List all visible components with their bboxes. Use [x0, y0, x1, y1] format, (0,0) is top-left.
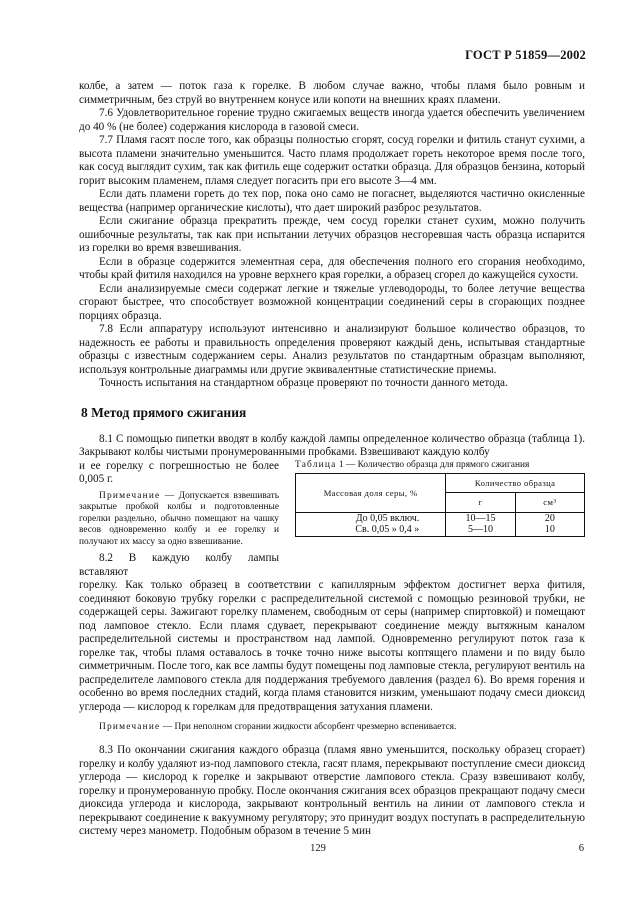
- paragraph-7-6: 7.6 Удовлетворительное горение трудно сжигаемых веществ иногда удается обеспечить увеличением до 40 % (не более) содержания кислорода в газовой смеси.: [79, 107, 585, 133]
- paragraph-8-2-start: 8.2 В каждую колбу лампы вставляют: [79, 552, 279, 578]
- page-body: [79, 80, 585, 839]
- page-number: 129: [310, 843, 326, 854]
- paragraph-7-8: 7.8 Если аппаратуру используют интенсивно и анализируют большое количество образцов, то надежность ее работы и правильность определения проверяют каждый день, испытывая стандартные образцы с известным содержанием серы. Анализ результатов по стандартным образцам выполняют, используя контрольные диаграммы или другие эквивалентные статистические приемы.: [79, 323, 585, 376]
- paragraph: Если сжигание образца прекратить прежде, чем сосуд горелки станет сухим, можно получить ошибочные результаты, так как при испытании летучих образцов несгоревшая часть образца испарится из горелки во время взвешивания.: [79, 215, 585, 254]
- left-column: [79, 460, 279, 580]
- table-header-sulfur: Массовая доля серы, %: [296, 473, 446, 512]
- paragraph-8-3: 8.3 По окончании сжигания каждого образца (пламя явно уменьшится, поскольку образец сгорает) горелку и колбу удаляют из-под лампового стекла, гасят пламя, перекрывают поступление смеси диоксид углерода — кислород к горелке и закрывают отверстие лампового стекла. Сразу взвешивают колбу, горелку и пронумерованную пробку. После окончания сжигания всех образцов прекращают подачу смеси диоксида углерода и кислорода, закрывают контрольный вентиль на линии от лампового стекла и перекрывают соединение к вакуумному регулятору; это принудит воздух поступать в распределительную систему через манометр. Подобным образом в течение 5 мин: [79, 744, 585, 838]
- note-8-2: [79, 722, 585, 734]
- table-header-grams: г: [446, 492, 515, 512]
- table-cell: Св. 0,05 » 0,4 »: [296, 524, 446, 536]
- section-heading: [79, 405, 585, 421]
- paragraph: Если в образце содержится элементная сера, для обеспечения полного его сгорания необходимо, чтобы край фитиля находился на уровне верхнего края горелки, а образец сгорел до кажущейся сухости.: [79, 255, 585, 281]
- table-header-cm3: см³: [515, 492, 584, 512]
- table-caption: [295, 460, 585, 470]
- paragraph-8-1-block: [79, 433, 585, 580]
- note-text: — Допускается взвешивать закрытые пробкой колбы и подготовленные горелки раздельно, обычно помещают на чашку весов одновременно колбу и ее горелку и получают их массу за одно взвешивание.: [79, 490, 279, 547]
- paragraph: Точность испытания на стандартном образце проверяют по точности данного метода.: [99, 377, 508, 389]
- table-label: Таблица: [295, 459, 337, 470]
- table-row: [296, 512, 585, 524]
- table-cell: До 0,05 включ.: [296, 512, 446, 524]
- table-1: [295, 460, 585, 537]
- table-cell: 5—10: [446, 524, 515, 536]
- note-8-1: [79, 491, 279, 549]
- paragraph-8-2: горелку. Как только образец в соответствии с капиллярным эффектом достигнет верха фитиля, соединяют боковую трубку горелки с распределительной системой с помощью резиновой трубки, не содержащей серы. Зажигают горелку пламенем, свободным от серы (например спиртовкой) и помещают под ламповое стекло. Если пламя сдувает, перекрывают соединение между вытяжным каналом распределительной системы и пространством над лампой. Одновременно регулируют поток газа к горелке так, чтобы пламя оставалось в точке точно ниже высоты коптящего пламени и по виду было симметричным. После того, как все лампы будут помещены под ламповые стекла, регулируют вентиль на распределителе лампового стекла для поддержания требуемого давления (раздел 6). Во время горения и особенно во время последних стадий, когда пламя становится низким, уменьшают подачу смеси диоксид углерода — кислород к горелкам для предотвращения затухания пламени.: [79, 579, 585, 713]
- paragraph-8-1: 8.1 С помощью пипетки вводят в колбу каждой лампы определенное количество образца (таблица 1). Закрывают колбы чистыми пронумерованными пробками. Взвешивают каждую колбу: [79, 432, 585, 458]
- section-title: Метод прямого сжигания: [91, 404, 247, 420]
- paragraph-7-7: 7.7 Пламя гасят после того, как образцы полностью сгорят, сосуд горелки и фитиль станут сухими, а высота пламени значительно уменьшится. Часто пламя продолжает гореть некоторое время после того, как сосуд выглядит сухим, так как фитиль еще содержит остатки образца. Для образцов бензина, который горит высоким пламенем, пламя следует погасить при его высоте 3—4 мм.: [79, 134, 585, 187]
- table-caption-text: 1 — Количество образца для прямого сжигания: [336, 459, 530, 470]
- note-label: Примечание: [99, 722, 161, 733]
- sheet-number: 6: [578, 843, 584, 854]
- sample-quantity-table: [295, 473, 585, 537]
- table-row: [296, 524, 585, 536]
- paragraph: Если дать пламени гореть до тех пор, пока оно само не погаснет, выделяются частично окисленные вещества (например органические кислоты), что дает широкий разброс результатов.: [79, 188, 585, 214]
- document-id: ГОСТ Р 51859—2002: [465, 48, 586, 62]
- table-header-quantity: Количество образца: [446, 473, 585, 492]
- table-cell: 10: [515, 524, 584, 536]
- table-cell: 10—15: [446, 512, 515, 524]
- note-label: Примечание: [99, 490, 161, 501]
- section-number: 8: [81, 404, 88, 420]
- note-text: — При неполном сгорании жидкости абсорбент чрезмерно вспенивается.: [160, 722, 457, 733]
- table-cell: 20: [515, 512, 584, 524]
- paragraph: колбе, а затем — поток газа к горелке. В любом случае важно, чтобы пламя было ровным и симметричным, без струй во внутреннем конусе или копоти на внешних краях пламени.: [79, 80, 585, 106]
- paragraph: Если анализируемые смеси содержат легкие и тяжелые углеводороды, то более летучие вещества сгорают быстрее, что способствует возможной концентрации соединений серы в сгорающих позднее порциях образца.: [79, 282, 585, 322]
- paragraph-8-1-rest: и ее горелку с погрешностью не более 0,005 г.: [79, 459, 279, 485]
